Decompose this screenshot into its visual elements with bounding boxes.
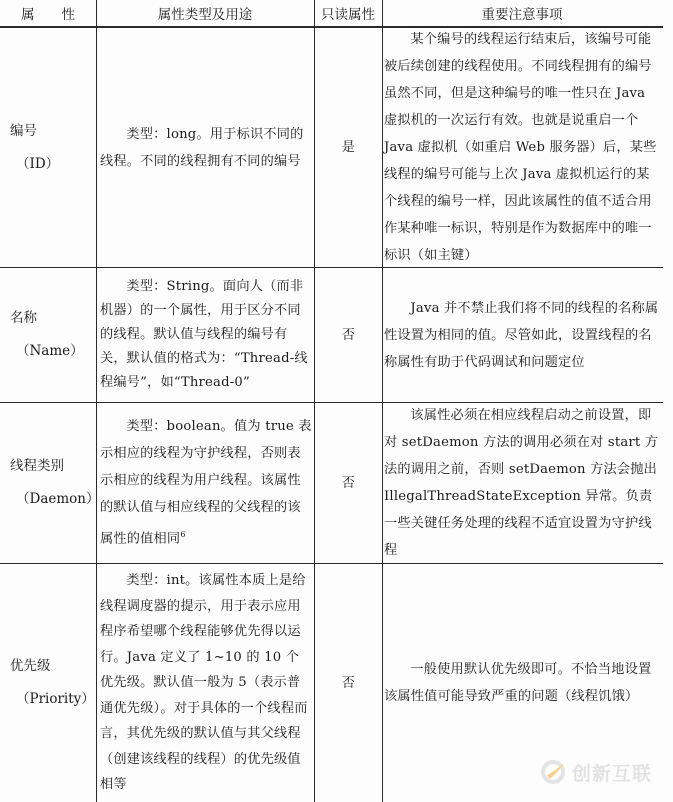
table-row-priority-name [10, 564, 94, 802]
read-only-value: 否 [341, 475, 356, 491]
table-row-id-type [100, 28, 312, 267]
type-usage-text: 类型：String。面向人（而非机器）的一个属性，用于区分不同的线程。默认值与线程的编号有关，默认值的格式为：“Thread-线程编号”，如“Thread-0” [100, 279, 308, 390]
type-usage-text: 类型：boolean。值为 true 表示相应的线程为守护线程，否则表示相应的线程为用户线程。该属性的默认值与相应线程的父线程的该属性的值相同 [100, 419, 312, 547]
read-only-value: 否 [341, 675, 356, 691]
attribute-name-cn: 名称 [10, 310, 37, 326]
notes-text: 某个编号的线程运行结束后，该编号可能被后续创建的线程使用。不同线程拥有的编号虽然不同，但是这种编号的唯一性只在 Java 虚拟机的一次运行有效。也就是说重启一个 Java 虚拟机（如重启 Web 服务器）后，某些线程的编号可能与上次 Java 虚拟机运行的某个线程的编号一样，因此该属性的值不适合用作某种唯一标识，特别是作为数据库中的唯一标识（如主键） [384, 32, 657, 263]
header-attribute: 属 性 [21, 7, 75, 23]
table-row-name-notes [384, 268, 660, 402]
header-notes: 重要注意事项 [481, 7, 563, 23]
table-row-daemon-type [100, 403, 312, 563]
type-usage-text: 类型：long。用于标识不同的线程。不同的线程拥有不同的编号 [100, 126, 304, 169]
footnote-marker: 6 [180, 530, 186, 540]
table-row-daemon-readonly [316, 403, 381, 563]
read-only-value: 是 [341, 140, 356, 155]
attribute-name-en: （ID） [16, 155, 60, 172]
watermark [540, 752, 670, 792]
attribute-name-cn: 线程类别 [10, 458, 64, 474]
attribute-name-en: （Priority） [16, 691, 95, 707]
table-row-id-notes [384, 28, 660, 267]
table-row-daemon-notes [384, 403, 660, 563]
swoosh-logo-icon [540, 759, 566, 785]
header-read-only: 只读属性 [321, 7, 375, 23]
table-row-priority-readonly [316, 564, 381, 802]
table-row-id-readonly [316, 28, 381, 267]
attribute-name-en: （Daemon） [16, 491, 100, 507]
attribute-name-en: （Name） [16, 343, 84, 359]
attribute-name-cn: 优先级 [10, 658, 51, 674]
notes-text: 该属性必须在相应线程启动之前设置，即对 setDaemon 方法的调用必须在对 start 方法的调用之前，否则 setDaemon 方法会抛出 IllegalThreadStateException 异常。负责一些关键任务处理的线程不适宜设置为守护线程 [384, 408, 659, 558]
read-only-value: 否 [341, 327, 356, 343]
attribute-name-cn: 编号 [10, 122, 37, 139]
notes-text: Java 并不禁止我们将不同的线程的名称属性设置为相同的值。尽管如此，设置线程的名称属性有助于代码调试和问题定位 [384, 300, 659, 370]
watermark-text: 创新互联 [572, 762, 653, 785]
header-type-usage: 属性类型及用途 [157, 7, 253, 23]
table-row-name-type [100, 268, 312, 402]
column-divider [382, 0, 383, 802]
table-row-name-readonly [316, 268, 381, 402]
column-divider [96, 0, 97, 802]
table-row-daemon-name [10, 403, 100, 563]
notes-text: 一般使用默认优先级即可。不恰当地设置该属性值可能导致严重的问题（线程饥饿） [384, 662, 652, 704]
table-row-name-name [10, 268, 94, 402]
type-usage-text: 类型：int。该属性本质上是给线程调度器的提示，用于表示应用程序希望哪个线程能够优先得以运行。Java 定义了 1~10 的 10 个优先级。默认值一般为 5（表示普通优先级）。对于具体的一个线程而言，其优先级的默认值与其父线程（创建该线程的线程）的优先级值相等 [100, 573, 308, 793]
table-row-id-name [10, 28, 94, 267]
column-divider [314, 0, 315, 802]
table-row-priority-type [100, 564, 312, 802]
